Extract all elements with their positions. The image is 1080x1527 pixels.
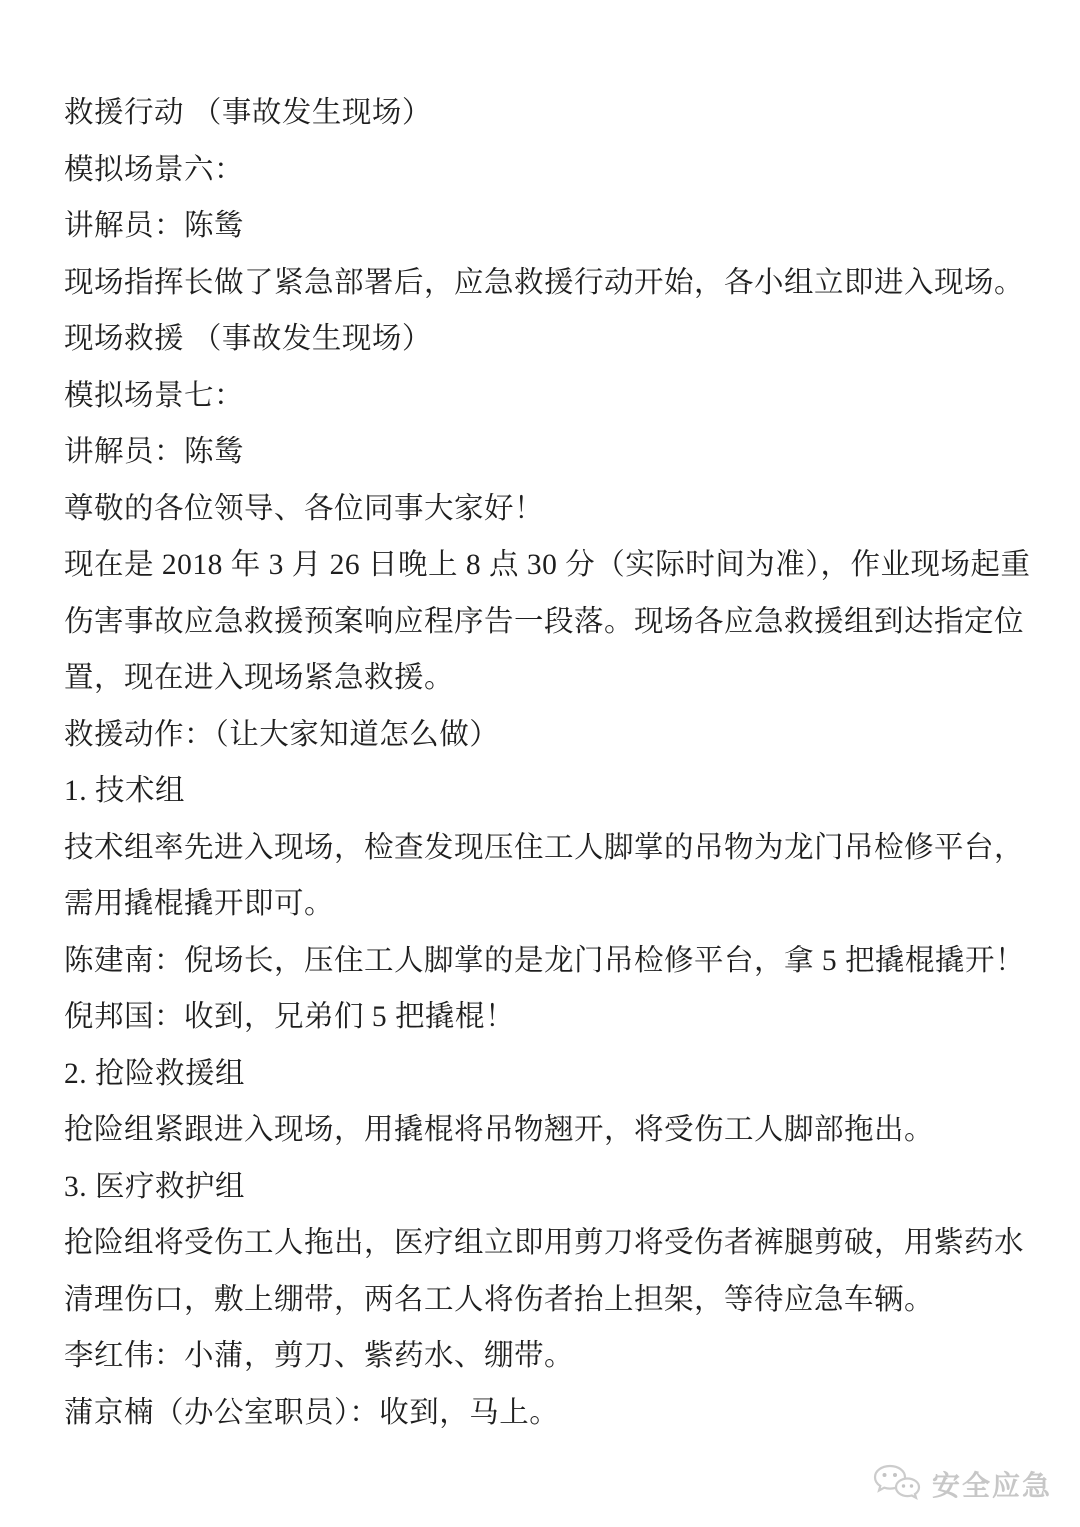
watermark-label: 安全应急: [931, 1470, 1052, 1501]
watermark: [871, 1463, 1052, 1505]
document-line: 陈建南：倪场长，压住工人脚掌的是龙门吊检修平台，拿 5 把撬棍撬开！: [64, 944, 1026, 977]
document-line: 讲解员：陈鸶: [64, 210, 245, 243]
document-line: 倪邦国：收到，兄弟们 5 把撬棍！: [64, 1001, 516, 1034]
document-line: 讲解员：陈鸶: [64, 436, 245, 469]
document-line: 抢险组将受伤工人拖出，医疗组立即用剪刀将受伤者裤腿剪破，用紫药水: [64, 1227, 1025, 1260]
document-line: 伤害事故应急救援预案响应程序告一段落。现场各应急救援组到达指定位: [64, 605, 1025, 638]
document-line: 救援行动 （事故发生现场）: [64, 97, 432, 130]
document-line: 模拟场景七：: [64, 379, 245, 412]
document-line: 清理伤口，敷上绷带，两名工人将伤者抬上担架，等待应急车辆。: [64, 1283, 935, 1316]
document-line: 现场指挥长做了紧急部署后，应急救援行动开始，各小组立即进入现场。: [64, 266, 1025, 299]
document-line: 3. 医疗救护组: [64, 1170, 246, 1203]
document-line: 尊敬的各位领导、各位同事大家好！: [64, 492, 545, 525]
document-body: [64, 82, 1031, 1438]
document-line: 1. 技术组: [64, 775, 186, 808]
document-line: 抢险组紧跟进入现场，用撬棍将吊物翘开，将受伤工人脚部拖出。: [64, 1114, 935, 1147]
document-line: 蒲京楠（办公室职员）：收到，马上。: [64, 1396, 560, 1429]
document-line: 2. 抢险救援组: [64, 1057, 246, 1090]
document-line: 救援动作：（让大家知道怎么做）: [64, 718, 500, 751]
document-line: 现在是 2018 年 3 月 26 日晚上 8 点 30 分（实际时间为准），作业现场起重: [64, 549, 1031, 582]
document-line: 现场救援 （事故发生现场）: [64, 323, 432, 356]
wechat-bubbles-icon: [871, 1463, 923, 1505]
document-line: 置，现在进入现场紧急救援。: [64, 662, 455, 695]
document-line: 技术组率先进入现场，检查发现压住工人脚掌的吊物为龙门吊检修平台，: [64, 831, 1025, 864]
document-line: 模拟场景六：: [64, 153, 245, 186]
document-line: 需用撬棍撬开即可。: [64, 888, 335, 921]
document-line: 李红伟：小蒲，剪刀、紫药水、绷带。: [64, 1340, 575, 1373]
